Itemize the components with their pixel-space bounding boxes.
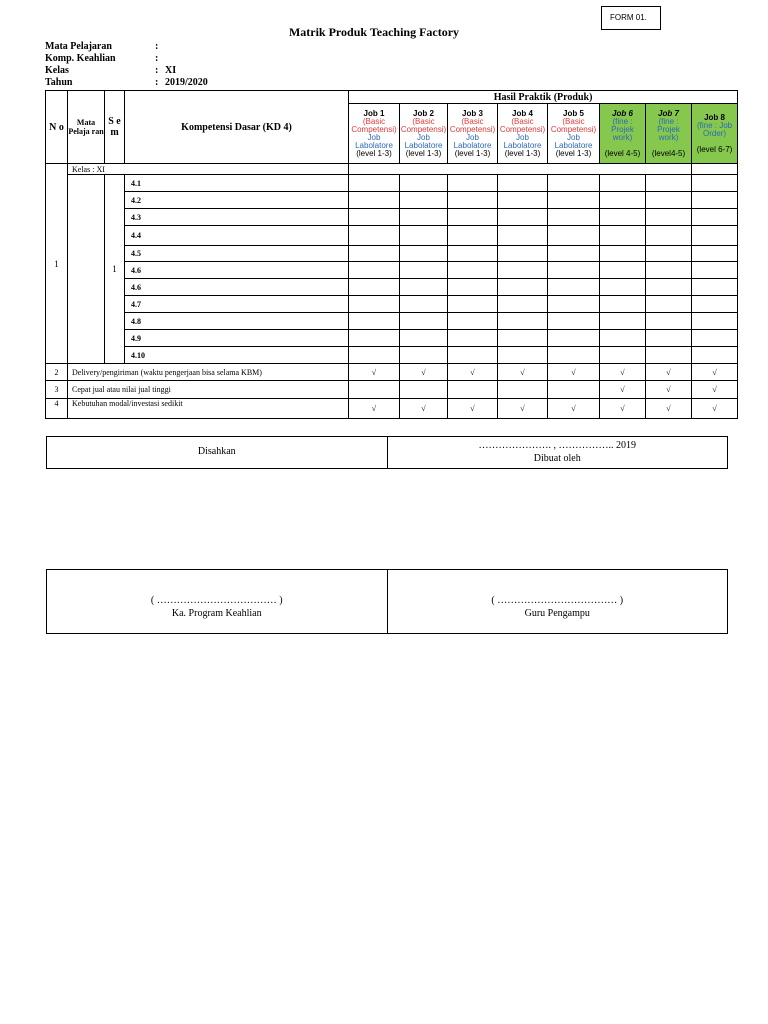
tick-mark: √ [646,381,692,399]
tick-mark: √ [548,364,600,381]
dibuat-oleh-label: Dibuat oleh [533,453,581,464]
kd-item: 4.2 [125,192,349,209]
approval-box [46,436,728,469]
tick-mark: √ [400,399,448,419]
kelas-row [46,164,738,175]
tick-mark: √ [646,399,692,419]
criteria-row-kebutuhan-modal: 4 Kebutuhan modal/investasi sedikit √ √ √ √ √ √ √ √ [46,399,738,419]
tick-mark: √ [692,381,738,399]
criteria-text: Cepat jual atau nilai jual tinggi [68,381,349,399]
table-row [46,226,738,246]
form-number: FORM 01. [610,13,647,22]
kd-item: 4.8 [125,313,349,330]
col-header-kompetensi-dasar: Kompetensi Dasar (KD 4) [125,91,349,164]
job-header-2: Job 2 (Basic Competensi) Job Labolatore (level 1-3) [400,104,448,164]
kd-item: 4.3 [125,209,349,226]
guru-pengampu-label: Guru Pengampu [524,608,590,619]
tick-mark: √ [600,364,646,381]
disahkan-label: Disahkan [197,446,236,457]
job-header-6: Job 6 (fine : Projek work) (level 4-5) [600,104,646,164]
job-header-4: Job 4 (Basic Competensi) Job Labolatore (level 1-3) [498,104,548,164]
tick-mark: √ [600,381,646,399]
tick-mark [498,381,548,399]
table-row [46,296,738,313]
sem-cell: 1 [105,175,125,364]
col-header-sem: S e m [105,91,125,164]
job-header-8: Job 8 (fine : Job Order) (level 6-7) [692,104,738,164]
tick-mark [400,381,448,399]
kd-item: 4.6 [125,279,349,296]
kd-item: 4.10 [125,347,349,364]
job-header-7: Job 7 (fine : Projek work) (level4-5) [646,104,692,164]
meta-row-mata-pelajaran: Mata Pelajaran : [45,41,159,52]
meta-row-tahun: Tahun : 2019/2020 [45,77,208,88]
table-row [46,246,738,262]
page-title: Matrik Produk Teaching Factory [288,25,460,39]
kd-item: 4.9 [125,330,349,347]
job-header-5: Job 5 (Basic Competensi) Job Labolatore (level 1-3) [548,104,600,164]
tick-mark [548,381,600,399]
col-header-hasil-praktik: Hasil Praktik (Produk) [349,91,738,104]
col-header-mata-pelajaran: Mata Pelaja ran [68,91,105,164]
mata-pelajaran-cell [68,175,105,364]
ka-program-label: Ka. Program Keahlian [171,608,262,619]
tick-mark: √ [448,399,498,419]
tick-mark: √ [400,364,448,381]
kd-item: 4.4 [125,226,349,246]
signature-right-cell [387,570,728,633]
job-header-1: Job 1 (Basic Competensi) Job Labolatore (level 1-3) [349,104,400,164]
kd-item: 4.6 [125,262,349,279]
kelas-label: Kelas : XI [68,164,125,175]
table-row [46,279,738,296]
col-header-no: N o [46,91,68,164]
header-row-1 [46,91,738,104]
meta-row-kelas: Kelas : XI [45,65,177,76]
signature-box [46,569,728,634]
criteria-text: Delivery/pengiriman (waktu pengerjaan bisa selama KBM) [68,364,349,381]
kd-item: 4.1 [125,175,349,192]
criteria-text: Kebutuhan modal/investasi sedikit [68,399,349,419]
tick-mark [349,381,400,399]
job-header-3: Job 3 (Basic Competensi) Job Labolatore (level 1-3) [448,104,498,164]
kd-item: 4.5 [125,246,349,262]
row-no-1: 1 [46,164,68,364]
tick-mark: √ [548,399,600,419]
tick-mark: √ [646,364,692,381]
tick-mark: √ [448,364,498,381]
date-line: …………………. , …………….. 2019 [478,440,636,451]
tick-mark: √ [692,364,738,381]
table-row [46,330,738,347]
meta-info [45,41,345,89]
approval-right-cell [387,437,728,468]
table-row [46,175,738,192]
tick-mark [448,381,498,399]
approval-left-cell [47,437,387,468]
tick-mark: √ [498,364,548,381]
criteria-row-cepat-jual: 3 Cepat jual atau nilai jual tinggi √ √ √ [46,381,738,399]
table-row [46,192,738,209]
product-matrix-table [45,90,738,419]
signature-left-cell [47,570,387,633]
table-row [46,262,738,279]
tick-mark: √ [349,364,400,381]
signature-line-left: ( ……………………………… ) [150,595,283,606]
meta-row-komp-keahlian: Komp. Keahlian : [45,53,159,64]
table-row [46,347,738,364]
kd-item: 4.7 [125,296,349,313]
table-row [46,209,738,226]
tick-mark: √ [349,399,400,419]
tick-mark: √ [498,399,548,419]
table-row [46,313,738,330]
tick-mark: √ [600,399,646,419]
tick-mark: √ [692,399,738,419]
criteria-row-delivery: 2 Delivery/pengiriman (waktu pengerjaan bisa selama KBM) √ √ √ √ √ √ √ √ [46,364,738,381]
signature-line-right: ( ……………………………… ) [491,595,624,606]
